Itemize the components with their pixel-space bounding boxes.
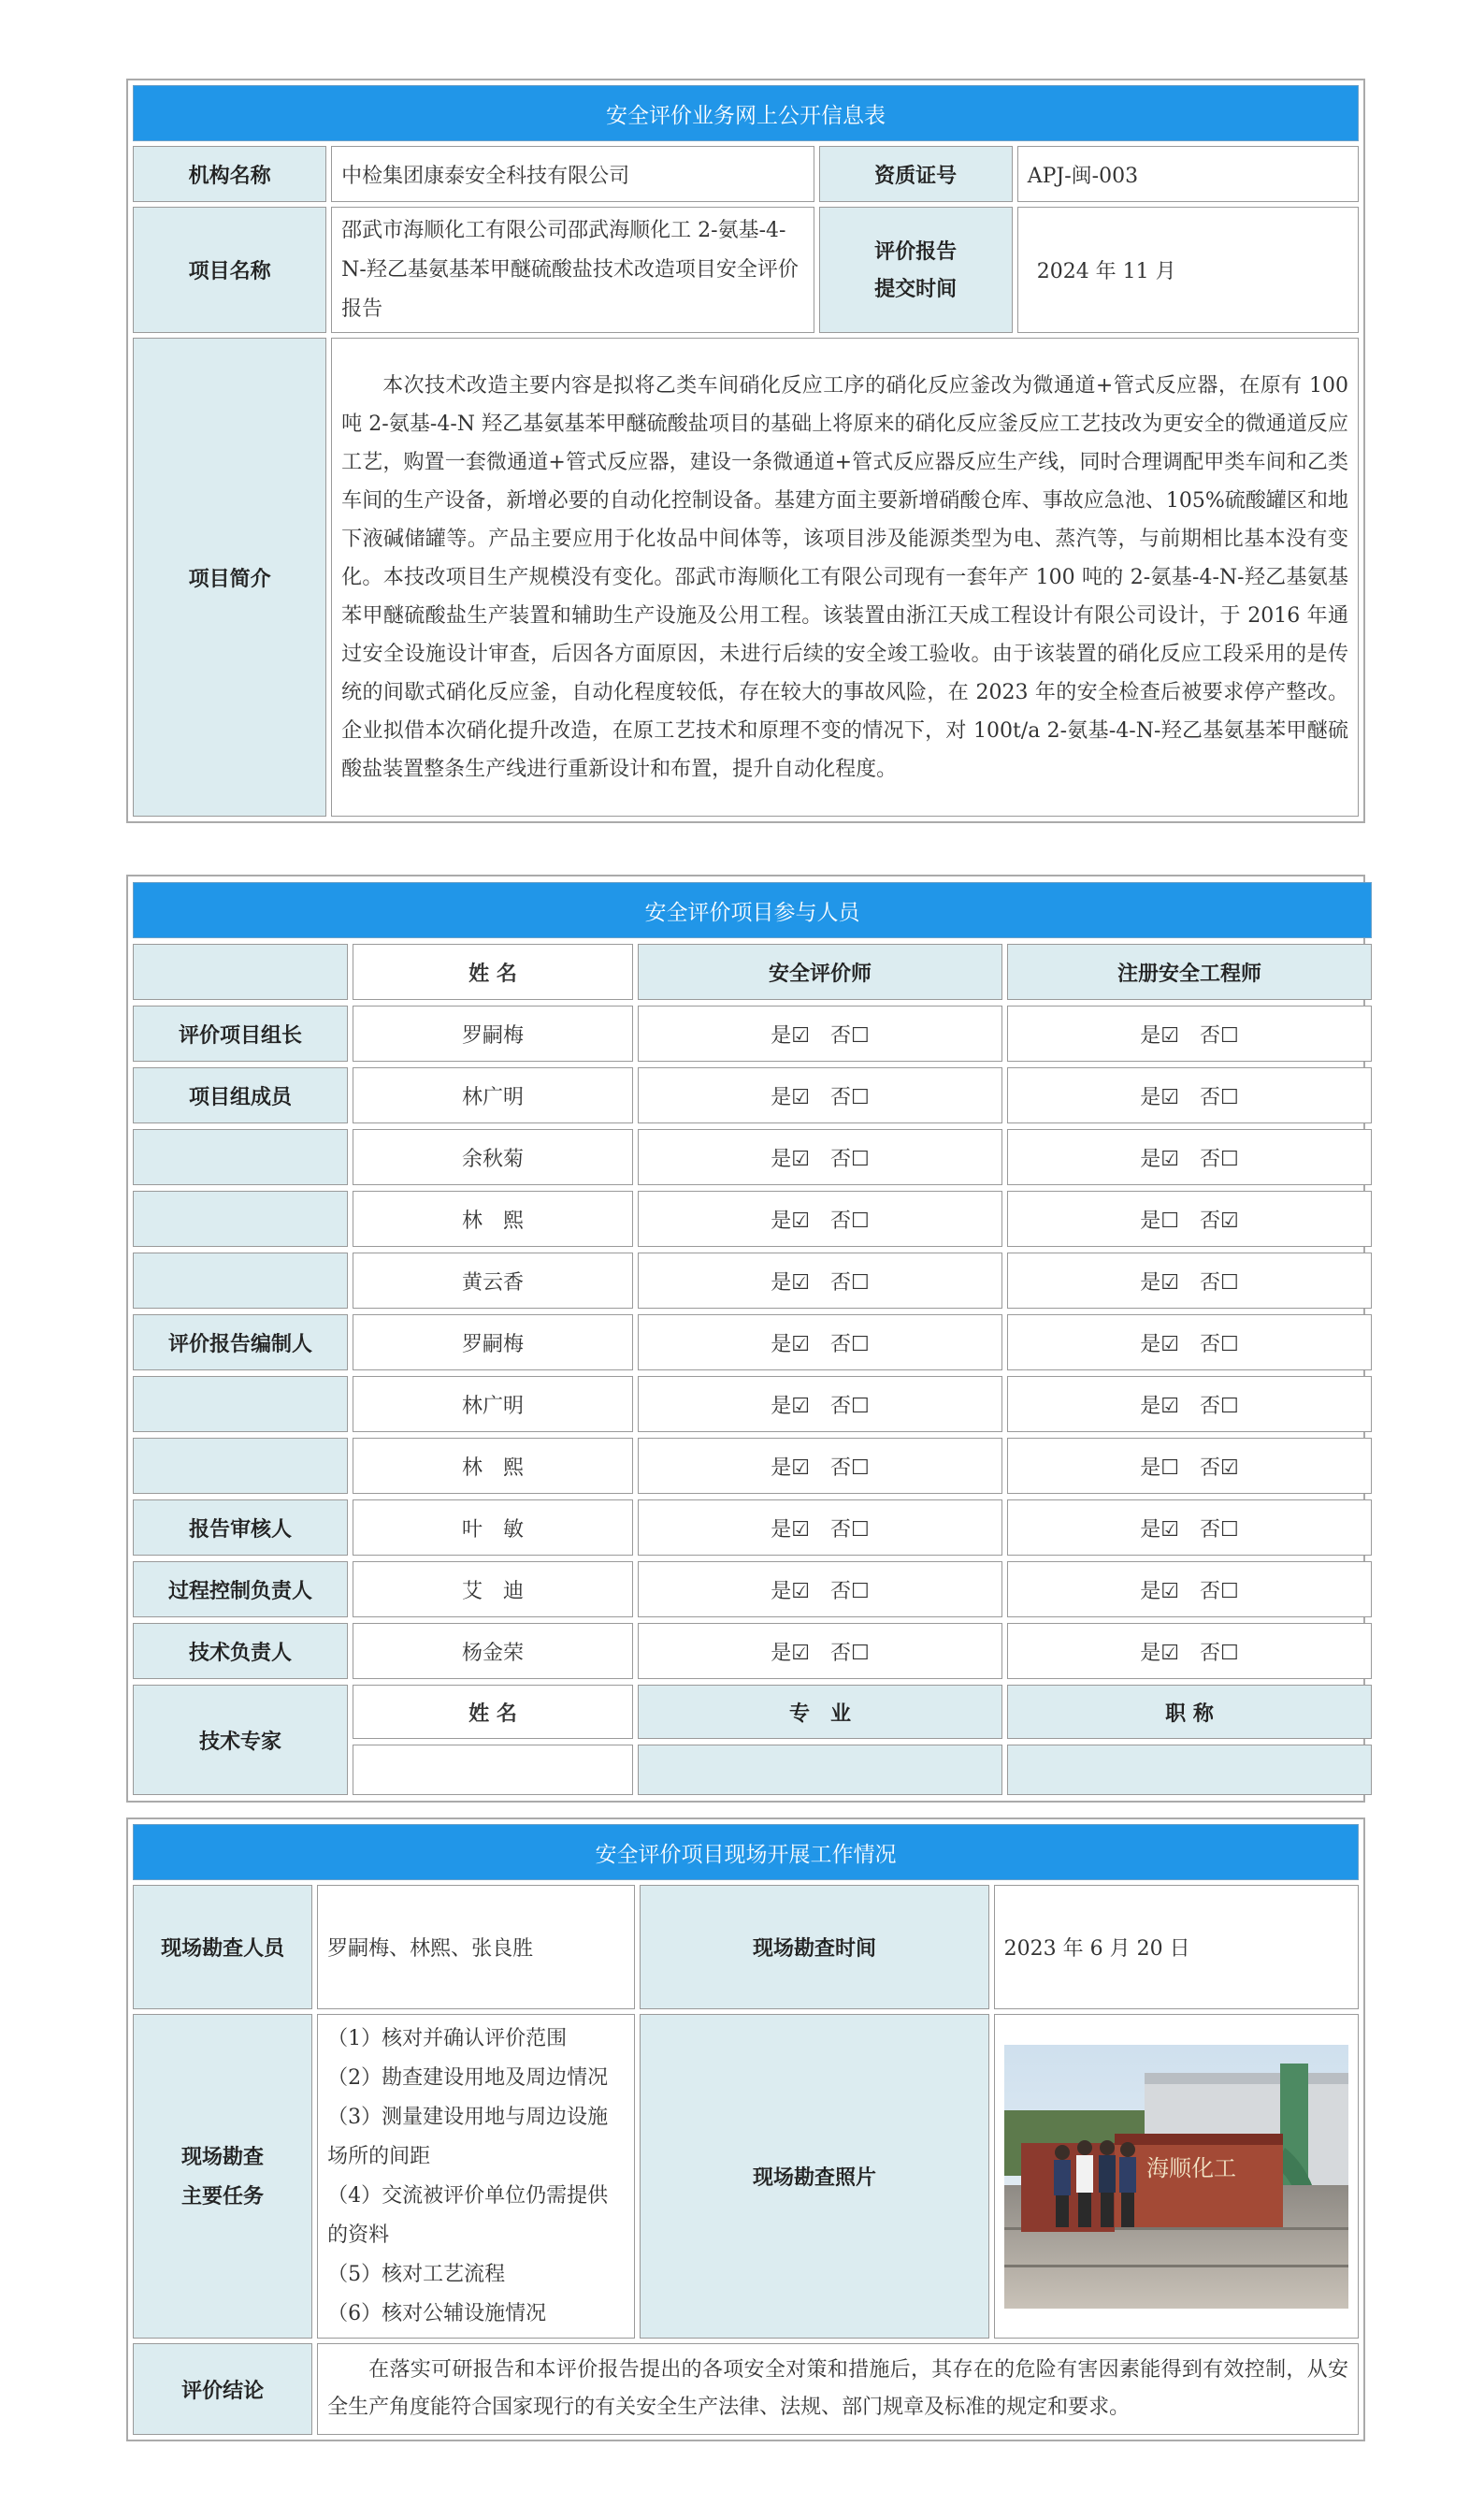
- site-staff-label: 现场勘查人员: [133, 1885, 312, 2009]
- staff-row: [133, 1006, 1372, 1062]
- staff-role: [133, 1191, 348, 1247]
- task-item: （3）测量建设用地与周边设施场所的间距: [327, 2105, 609, 2168]
- staff-name: 罗嗣梅: [353, 1314, 633, 1370]
- staff-name: 杨金荣: [353, 1623, 633, 1679]
- site-photo-cell: [994, 2014, 1359, 2339]
- staff-name: 林 熙: [353, 1438, 633, 1494]
- expert-col-name: 姓 名: [353, 1685, 633, 1739]
- staff-row: [133, 1253, 1372, 1309]
- report-time-value: 2024 年 11 月: [1017, 207, 1359, 333]
- task-item: （4）交流被评价单位仍需提供的资料: [327, 2183, 609, 2247]
- evaluator-checkbox: 是☑ 否☐: [638, 1438, 1002, 1494]
- staff-section: [126, 875, 1365, 1803]
- staff-role: [133, 1438, 348, 1494]
- staff-row: [133, 1499, 1372, 1556]
- staff-row: [133, 1129, 1372, 1185]
- engineer-checkbox: 是☑ 否☐: [1007, 1623, 1372, 1679]
- evaluator-checkbox: 是☑ 否☐: [638, 1314, 1002, 1370]
- org-label: 机构名称: [133, 146, 326, 202]
- staff-row: [133, 1191, 1372, 1247]
- evaluator-checkbox: 是☑ 否☐: [638, 1499, 1002, 1556]
- staff-corner-cell: [133, 944, 348, 1000]
- site-photo-label: 现场勘查照片: [640, 2014, 988, 2339]
- staff-row: [133, 1623, 1372, 1679]
- staff-role: [133, 1253, 348, 1309]
- evaluator-checkbox: 是☑ 否☐: [638, 1376, 1002, 1432]
- col-evaluator-header: 安全评价师: [638, 944, 1002, 1000]
- task-item: （1）核对并确认评价范围: [327, 2026, 568, 2050]
- staff-name: 罗嗣梅: [353, 1006, 633, 1062]
- site-table: [128, 1819, 1363, 2440]
- evaluator-checkbox: 是☑ 否☐: [638, 1067, 1002, 1123]
- conclusion-label: 评价结论: [133, 2343, 312, 2435]
- staff-name: 林 熙: [353, 1191, 633, 1247]
- task-item: （2）勘查建设用地及周边情况: [327, 2065, 609, 2090]
- site-time-label: 现场勘查时间: [640, 1885, 988, 2009]
- site-task-label: 现场勘查主要任务: [181, 2144, 265, 2209]
- staff-name: 黄云香: [353, 1253, 633, 1309]
- staff-name: 艾 迪: [353, 1561, 633, 1617]
- engineer-checkbox: 是☑ 否☐: [1007, 1253, 1372, 1309]
- expert-major-cell: [638, 1745, 1002, 1795]
- evaluator-checkbox: 是☑ 否☐: [638, 1561, 1002, 1617]
- project-label: 项目名称: [133, 207, 326, 333]
- staff-role: 评价项目组长: [133, 1006, 348, 1062]
- site-time-value: 2023 年 6 月 20 日: [994, 1885, 1359, 2009]
- task-item: （6）核对公辅设施情况: [327, 2301, 547, 2325]
- staff-role: 过程控制负责人: [133, 1561, 348, 1617]
- staff-row: [133, 1561, 1372, 1617]
- report-time-label: 评价报告提交时间: [874, 239, 958, 301]
- staff-name: 林广明: [353, 1376, 633, 1432]
- conclusion-text: 在落实可研报告和本评价报告提出的各项安全对策和措施后，其存在的危险有害因素能得到有效控制，从安全生产角度能符合国家现行的有关安全生产法律、法规、部门规章及标准的规定和要求。: [317, 2343, 1359, 2435]
- staff-name: 林广明: [353, 1067, 633, 1123]
- staff-row: [133, 1438, 1372, 1494]
- staff-role: [133, 1376, 348, 1432]
- expert-name-cell: [353, 1745, 633, 1795]
- site-section: [126, 1818, 1365, 2441]
- staff-name: 叶 敏: [353, 1499, 633, 1556]
- summary-text: 本次技术改造主要内容是拟将乙类车间硝化反应工序的硝化反应釜改为微通道+管式反应器，在原有 100 吨 2-氨基-4-N 羟乙基氨基苯甲醚硫酸盐项目的基础上将原来的硝化反应釜反应工艺技改为更安全的微通道反应工艺，购置一套微通道+管式反应器，建设一条微通道+管式反应器反应生产线，同时合理调配甲类车间和乙类车间的生产设备，新增必要的自动化控制设备。基建方面主要新增硝酸仓库、事故应急池、105%硫酸罐区和地下液碱储罐等。产品主要应用于化妆品中间体等，该项目涉及能源类型为电、蒸汽等，与前期相比基本没有变化。本技改项目生产规模没有变化。邵武市海顺化工有限公司现有一套年产 100 吨的 2-氨基-4-N-羟乙基氨基苯甲醚硫酸盐生产装置和辅助生产设施及公用工程。该装置由浙江天成工程设计有限公司设计，于 2016 年通过安全设施设计审查，后因各方面原因，未进行后续的安全竣工验收。由于该装置的硝化反应工段采用的是传统的间歇式硝化反应釜，自动化程度较低，存在较大的事故风险，在 2023 年的安全检查后被要求停产整改。企业拟借本次硝化提升改造，在原工艺技术和原理不变的情况下，对 100t/a 2-氨基-4-N-羟乙基氨基苯甲醚硫酸盐装置整条生产线进行重新设计和布置，提升自动化程度。: [331, 338, 1359, 817]
- site-staff-value: 罗嗣梅、林熙、张良胜: [317, 1885, 635, 2009]
- staff-row: [133, 1314, 1372, 1370]
- col-engineer-header: 注册安全工程师: [1007, 944, 1372, 1000]
- expert-col-title: 职 称: [1007, 1685, 1372, 1739]
- site-table-title: 安全评价项目现场开展工作情况: [133, 1824, 1359, 1880]
- report-time-label-cell: [819, 207, 1013, 333]
- staff-name: 余秋菊: [353, 1129, 633, 1185]
- cert-value: APJ-闽-003: [1017, 146, 1359, 202]
- expert-title-cell: [1007, 1745, 1372, 1795]
- expert-label: 技术专家: [133, 1685, 348, 1795]
- staff-role: [133, 1129, 348, 1185]
- org-value: 中检集团康泰安全科技有限公司: [331, 146, 814, 202]
- engineer-checkbox: 是☑ 否☐: [1007, 1499, 1372, 1556]
- engineer-checkbox: 是☑ 否☐: [1007, 1129, 1372, 1185]
- info-table-title: 安全评价业务网上公开信息表: [133, 85, 1359, 141]
- site-photo-sign: 海顺化工: [1145, 2154, 1236, 2181]
- evaluator-checkbox: 是☑ 否☐: [638, 1129, 1002, 1185]
- evaluator-checkbox: 是☑ 否☐: [638, 1623, 1002, 1679]
- staff-row: [133, 1376, 1372, 1432]
- site-photo: [1004, 2045, 1348, 2309]
- engineer-checkbox: 是☑ 否☐: [1007, 1561, 1372, 1617]
- project-value: 邵武市海顺化工有限公司邵武海顺化工 2-氨基-4-N-羟乙基氨基苯甲醚硫酸盐技术改造项目安全评价报告: [331, 207, 814, 333]
- expert-col-major: 专 业: [638, 1685, 1002, 1739]
- evaluator-checkbox: 是☑ 否☐: [638, 1006, 1002, 1062]
- task-item: （5）核对工艺流程: [327, 2262, 506, 2286]
- engineer-checkbox: 是☑ 否☐: [1007, 1006, 1372, 1062]
- summary-label: 项目简介: [133, 338, 326, 817]
- engineer-checkbox: 是☐ 否☑: [1007, 1191, 1372, 1247]
- staff-table-title: 安全评价项目参与人员: [133, 882, 1372, 938]
- staff-row: [133, 1067, 1372, 1123]
- evaluator-checkbox: 是☑ 否☐: [638, 1253, 1002, 1309]
- col-name-header: 姓 名: [353, 944, 633, 1000]
- cert-label: 资质证号: [819, 146, 1013, 202]
- info-table: [128, 80, 1363, 821]
- staff-role: 技术负责人: [133, 1623, 348, 1679]
- staff-role: 评价报告编制人: [133, 1314, 348, 1370]
- engineer-checkbox: 是☐ 否☑: [1007, 1438, 1372, 1494]
- engineer-checkbox: 是☑ 否☐: [1007, 1376, 1372, 1432]
- engineer-checkbox: 是☑ 否☐: [1007, 1314, 1372, 1370]
- info-section: [126, 79, 1365, 823]
- staff-table: [128, 876, 1376, 1801]
- staff-role: 项目组成员: [133, 1067, 348, 1123]
- engineer-checkbox: 是☑ 否☐: [1007, 1067, 1372, 1123]
- evaluator-checkbox: 是☑ 否☐: [638, 1191, 1002, 1247]
- site-task-list: [317, 2014, 635, 2339]
- staff-role: 报告审核人: [133, 1499, 348, 1556]
- site-task-label-cell: [133, 2014, 312, 2339]
